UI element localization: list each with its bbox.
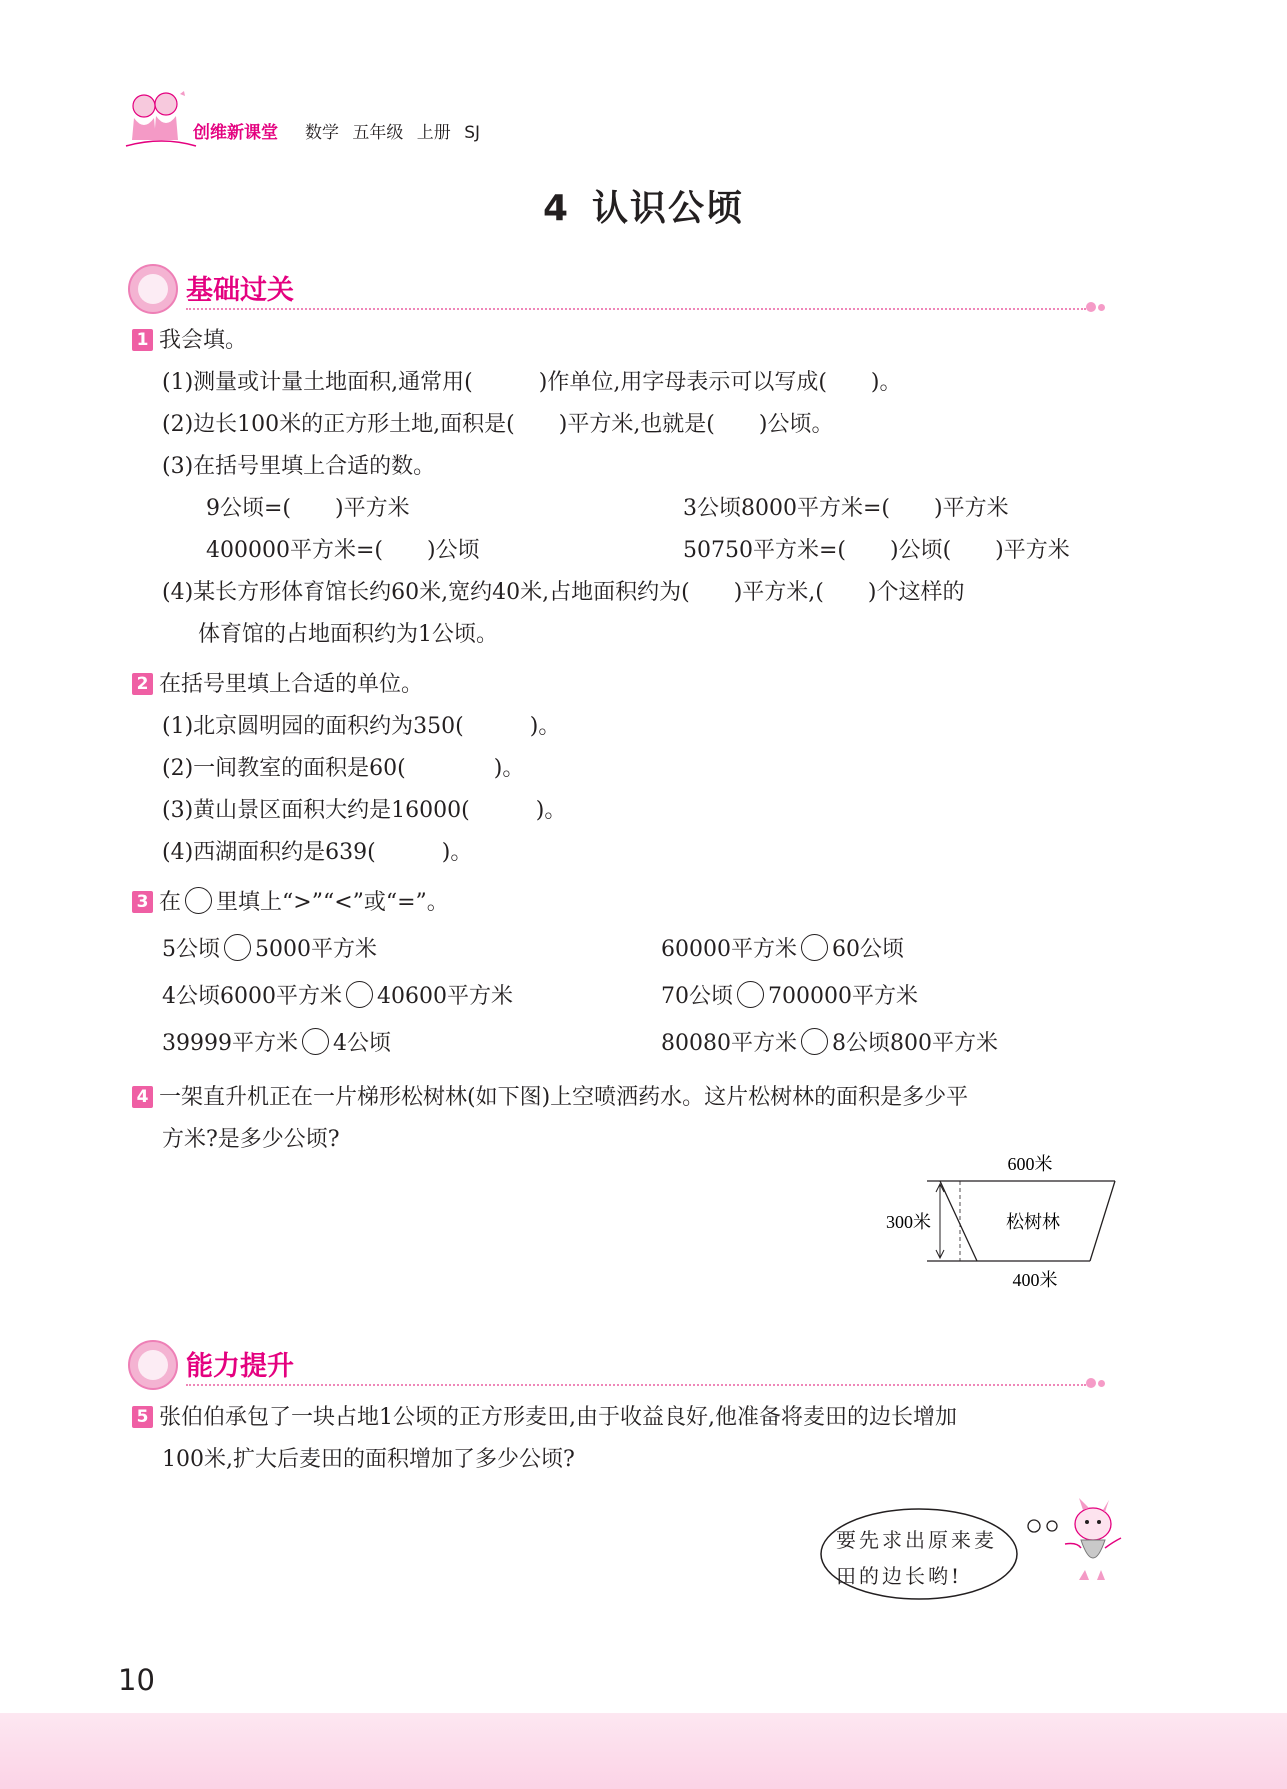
answer-circle[interactable] (801, 1028, 828, 1055)
q3-row1a: 5公顷 5000平方米 (162, 929, 377, 971)
section-badge-icon (128, 264, 178, 314)
q1-conv1: 9公顷=( )平方米 (206, 496, 410, 521)
q3-row2a: 4公顷6000平方米 40600平方米 (162, 976, 513, 1018)
page-title (0, 180, 1287, 231)
q3-row3b: 80080平方米 8公顷800平方米 (661, 1023, 998, 1065)
q2-part4: (4)西湖面积约是639( )。 (162, 840, 473, 865)
q1-conv2: 3公顷8000平方米=( )平方米 (683, 496, 1009, 521)
height-label: 300米 (886, 1212, 931, 1232)
answer-circle[interactable] (737, 981, 764, 1008)
q1-conv3: 400000平方米=( )公顷 (206, 538, 480, 563)
answer-circle[interactable] (224, 934, 251, 961)
q1-conv4: 50750平方米=( )公顷( )平方米 (683, 538, 1070, 563)
q3-stem: 3 在 里填上“>”“<”或“=”。 (132, 882, 449, 924)
mascot-icon (1055, 1498, 1130, 1583)
lesson-number: 4 (542, 188, 571, 229)
section-basic-header (128, 262, 1128, 312)
q1-part4a: (4)某长方形体育馆长约60米,宽约40米,占地面积约为( )平方米,( )个这样的 (162, 580, 965, 605)
section-title: 能力提升 (186, 1351, 294, 1382)
section-divider (186, 1384, 1086, 1386)
q3-row3a: 39999平方米 4公顷 (162, 1023, 391, 1065)
section-badge-icon (128, 1340, 178, 1390)
hint-text: 要先求出原来麦 田的边长哟! (836, 1528, 997, 1588)
page-number: 10 (118, 1663, 155, 1697)
q2-part1: (1)北京圆明园的面积约为350( )。 (162, 714, 561, 739)
q4-line1: 4 一架直升机正在一片梯形松树林(如下图)上空喷洒药水。这片松树林的面积是多少平 (132, 1077, 968, 1119)
dots-decoration-icon (1086, 1376, 1108, 1390)
q1-part3: (3)在括号里填上合适的数。 (162, 454, 436, 479)
q1-part4b: 体育馆的占地面积约为1公顷。 (198, 622, 498, 647)
q1-stem: 1 我会填。 (132, 320, 247, 362)
bottom-base-label: 400米 (1012, 1270, 1058, 1290)
dots-decoration-icon (1086, 300, 1108, 314)
q2-part2: (2)一间教室的面积是60( )。 (162, 756, 525, 781)
q4-line2: 方米?是多少公顷? (162, 1127, 340, 1152)
q2-number: 2 (132, 673, 153, 695)
q2-part3: (3)黄山景区面积大约是16000( )。 (162, 798, 567, 823)
q1-part2: (2)边长100米的正方形土地,面积是( )平方米,也就是( )公顷。 (162, 412, 834, 437)
q1-part1: (1)测量或计量土地面积,通常用( )作单位,用字母表示可以写成( )。 (162, 370, 902, 395)
q1-number: 1 (132, 329, 153, 351)
trapezoid-forest-diagram (886, 1148, 1145, 1298)
q4-number: 4 (132, 1086, 153, 1108)
top-base-label: 600米 (1007, 1154, 1053, 1174)
q3-number: 3 (132, 891, 153, 913)
section-divider (186, 308, 1086, 310)
q3-row1b: 60000平方米 60公顷 (661, 929, 904, 971)
section-title: 基础过关 (186, 275, 294, 306)
blank-circle-icon (185, 887, 212, 914)
brand-name: 创维新课堂 (193, 123, 278, 143)
kids-logo (122, 88, 200, 154)
book-info: 数学 五年级 上册 SJ (305, 123, 481, 143)
q5-number: 5 (132, 1406, 153, 1428)
answer-circle[interactable] (302, 1028, 329, 1055)
q5-line1: 5 张伯伯承包了一块占地1公顷的正方形麦田,由于收益良好,他准备将麦田的边长增加 (132, 1397, 957, 1439)
q3-row2b: 70公顷 700000平方米 (661, 976, 918, 1018)
bottom-decoration-band (0, 1713, 1287, 1789)
q2-stem: 2 在括号里填上合适的单位。 (132, 664, 423, 706)
answer-circle[interactable] (801, 934, 828, 961)
forest-label: 松树林 (1006, 1212, 1060, 1232)
lesson-title: 认识公顷 (592, 188, 745, 229)
section-advanced-header (128, 1338, 1128, 1388)
answer-circle[interactable] (346, 981, 373, 1008)
q5-line2: 100米,扩大后麦田的面积增加了多少公顷? (162, 1447, 575, 1472)
